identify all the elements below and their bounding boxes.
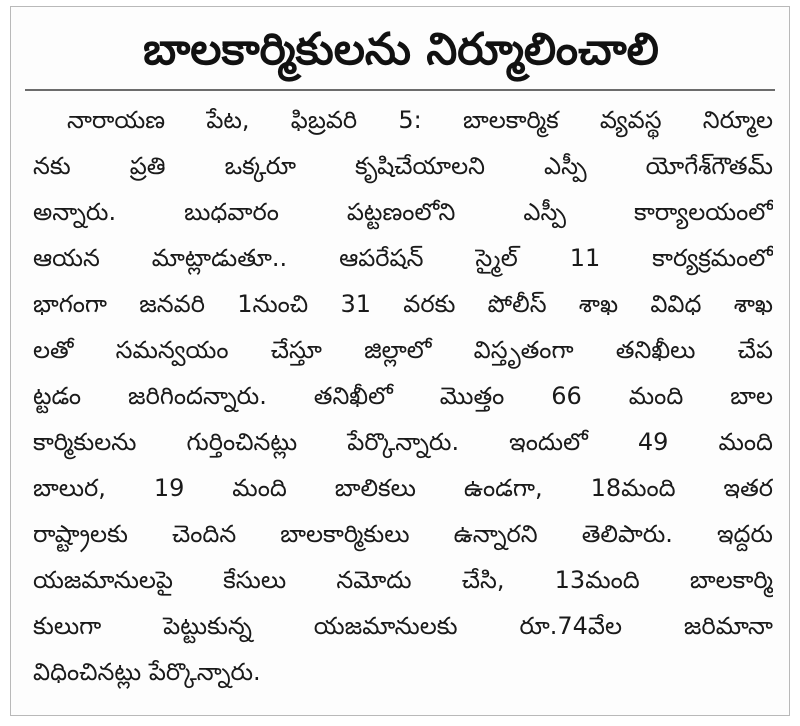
body-line-10: రాష్ట్రాలకు చెందిన బాలకార్మికులు ఉన్నారని తెలిపారు. ఇద్దరు (33, 520, 773, 548)
body-line-8: కార్మికులను గుర్తించినట్లు పేర్కొన్నారు. ఇందులో 49 మంది (33, 428, 773, 456)
headline-divider (25, 89, 775, 91)
article-body (33, 97, 773, 695)
article-headline: బాలకార్మికులను నిర్మూలించాలి (143, 24, 659, 75)
body-line-12: కులుగా పెట్టుకున్న యజమానులకు రూ.74వేల జరిమానా (33, 612, 773, 640)
body-line-4: ఆయన మాట్లాడుతూ.. ఆపరేషన్ స్మైల్ 11 కార్యక్రమంలో (33, 244, 773, 272)
body-line-3: అన్నారు. బుధవారం పట్టణంలోని ఎస్పీ కార్యాలయంలో (33, 198, 773, 226)
news-clipping (10, 6, 790, 716)
body-line-6: లతో సమన్వయం చేస్తూ జిల్లాలో విస్తృతంగా తనిఖీలు చేప (33, 336, 773, 364)
body-line-1: నారాయణ పేట, ఫిబ్రవరి 5: బాలకార్మిక వ్యవస్థ నిర్మూల (67, 106, 773, 134)
body-line-7: ట్టడం జరిగిందన్నారు. తనిఖీలో మొత్తం 66 మంది బాల (33, 382, 773, 410)
body-line-11: యజమానులపై కేసులు నమోదు చేసి, 13మంది బాలకార్మి (33, 566, 773, 594)
body-line-2: నకు ప్రతి ఒక్కరూ కృషిచేయాలని ఎస్పీ యోగేశ్‌గౌతమ్ (33, 152, 773, 180)
body-line-5: భాగంగా జనవరి 1నుంచి 31 వరకు పోలీస్ శాఖ వివిధ శాఖ (33, 290, 773, 318)
body-line-9: బాలుర, 19 మంది బాలికలు ఉండగా, 18మంది ఇతర (33, 474, 773, 502)
body-line-13: విధించినట్లు పేర్కొన్నారు. (33, 658, 261, 686)
